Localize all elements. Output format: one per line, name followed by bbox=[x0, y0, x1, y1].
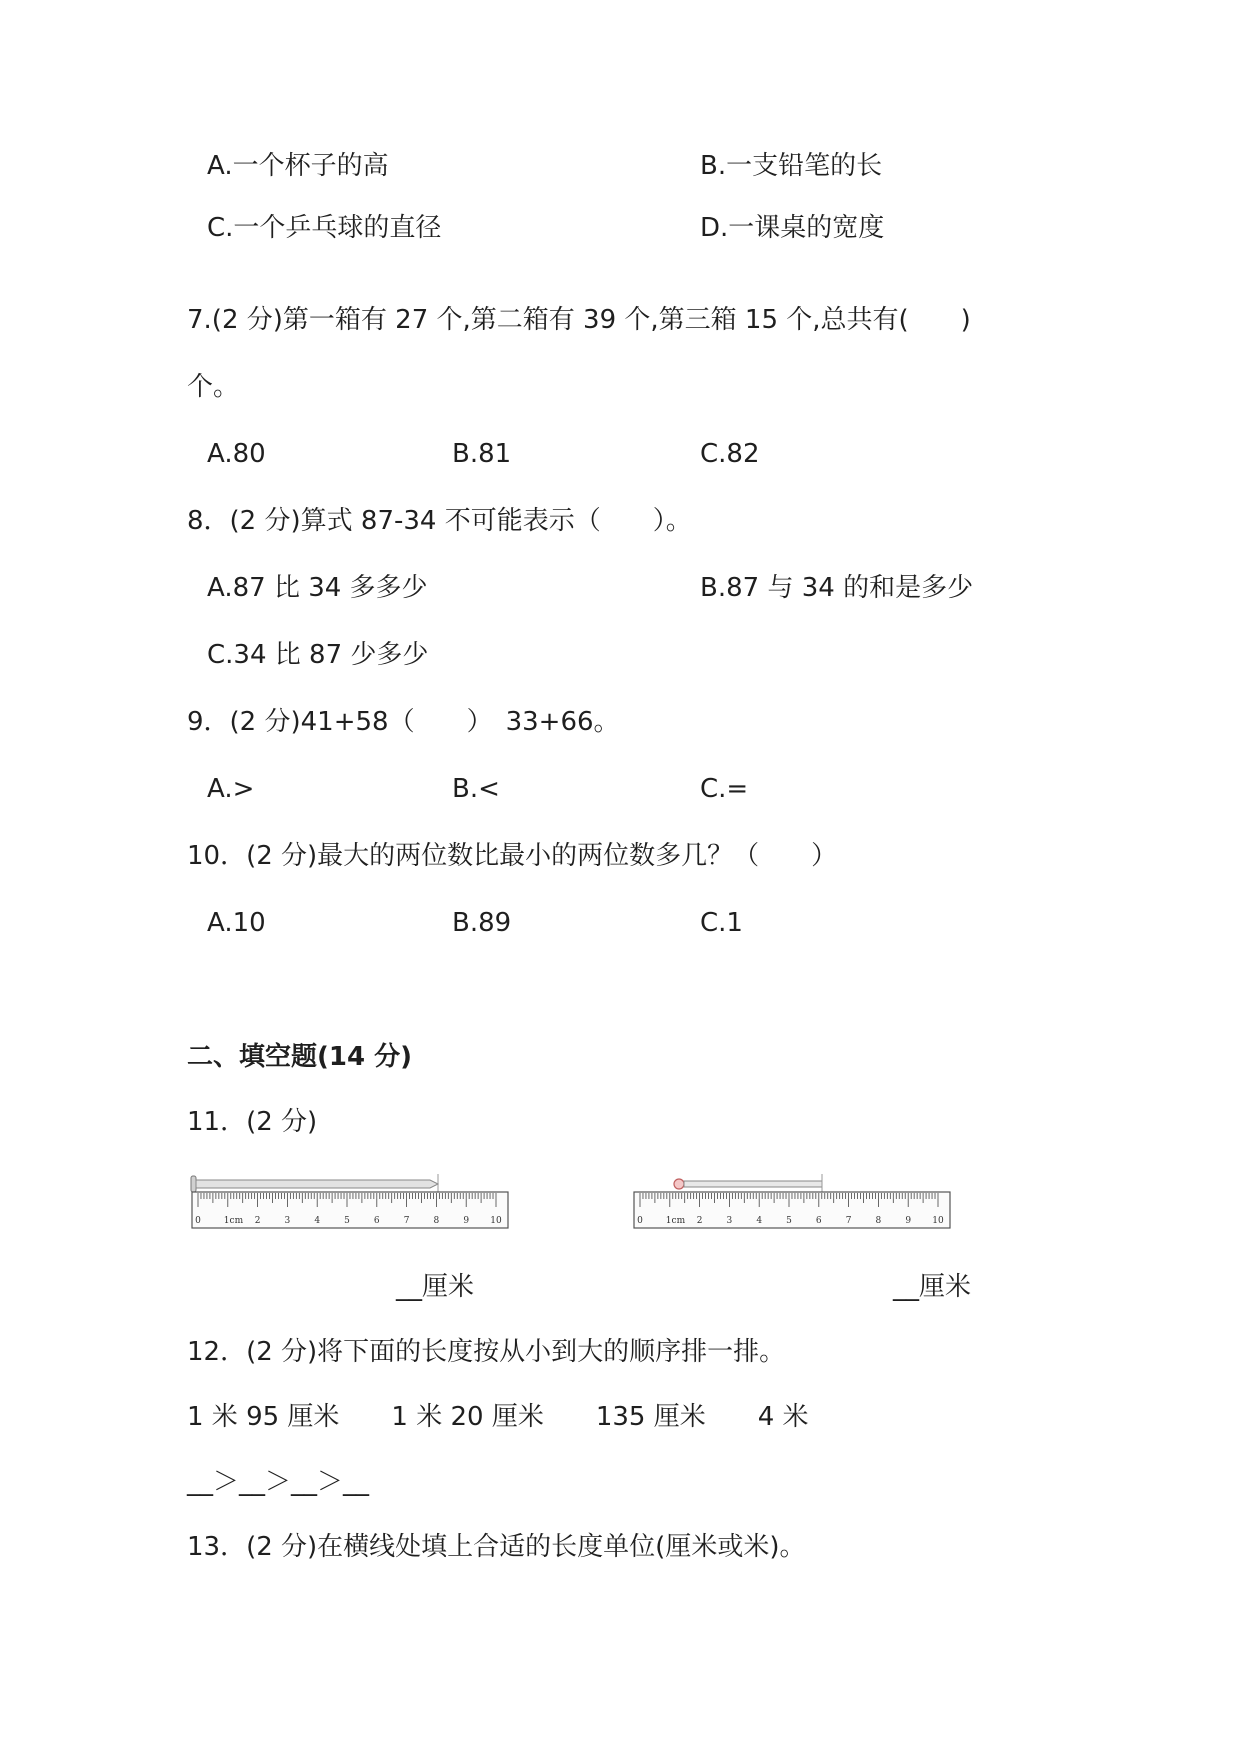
q12-blanks[interactable]: __＞__＞__＞__ bbox=[187, 1467, 370, 1497]
q6-option-a: A.一个杯子的高 bbox=[207, 151, 389, 181]
q9-option-a: A.> bbox=[207, 774, 255, 804]
nail-long bbox=[191, 1174, 438, 1194]
ruler-label: 6 bbox=[815, 1216, 822, 1226]
ruler-label: 5 bbox=[786, 1216, 792, 1226]
q8-option-c: C.34 比 87 少多少 bbox=[207, 640, 429, 670]
section-heading: 二、填空题(14 分) bbox=[187, 1042, 412, 1072]
q11-stem: 11．(2 分) bbox=[187, 1107, 318, 1137]
ruler-label: 3 bbox=[284, 1216, 291, 1226]
q7-stem: 7.(2 分)第一箱有 27 个,第二箱有 39 个,第三箱 15 个,总共有( ) bbox=[187, 305, 971, 335]
q13-stem: 13．(2 分)在横线处填上合适的长度单位(厘米或米)。 bbox=[187, 1532, 806, 1562]
ruler-figure-right bbox=[632, 1168, 954, 1232]
q8-option-a: A.87 比 34 多多少 bbox=[207, 573, 428, 603]
q6-option-c: C.一个乒乓球的直径 bbox=[207, 213, 442, 243]
q10-option-c: C.1 bbox=[700, 908, 743, 938]
q12-stem: 12．(2 分)将下面的长度按从小到大的顺序排一排。 bbox=[187, 1337, 786, 1367]
q6-option-d: D.一课桌的宽度 bbox=[700, 213, 885, 243]
ruler-label: 7 bbox=[403, 1216, 410, 1226]
q9-option-c: C.= bbox=[700, 774, 749, 804]
ruler-label: 10 bbox=[932, 1216, 944, 1226]
q10-stem: 10．(2 分)最大的两位数比最小的两位数多几？（ ） bbox=[187, 841, 838, 871]
q10-option-a: A.10 bbox=[207, 908, 266, 938]
q9-stem: 9．(2 分)41+58（ ） 33+66。 bbox=[187, 707, 620, 737]
ruler-label: 2 bbox=[254, 1216, 261, 1226]
q11-answer-left[interactable]: __厘米 bbox=[396, 1272, 475, 1302]
q11-answer-right[interactable]: __厘米 bbox=[893, 1272, 972, 1302]
ruler-label: 10 bbox=[490, 1216, 502, 1226]
ruler-label: 0 bbox=[637, 1216, 643, 1226]
q7-stem-cont: 个。 bbox=[187, 372, 240, 402]
ruler-label: 1cm bbox=[665, 1216, 686, 1226]
ruler-label: 4 bbox=[756, 1216, 763, 1226]
ruler-label: 4 bbox=[314, 1216, 321, 1226]
q7-option-a: A.80 bbox=[207, 439, 266, 469]
q8-option-b: B.87 与 34 的和是多少 bbox=[700, 573, 974, 603]
ruler-label: 7 bbox=[845, 1216, 852, 1226]
q9-option-b: B.< bbox=[452, 774, 500, 804]
ruler-label: 8 bbox=[433, 1216, 440, 1226]
ruler-label: 6 bbox=[373, 1216, 380, 1226]
ruler-label: 0 bbox=[195, 1216, 201, 1226]
q10-option-b: B.89 bbox=[452, 908, 512, 938]
ruler-figure-left bbox=[190, 1168, 512, 1232]
ruler-label: 9 bbox=[905, 1216, 912, 1226]
ruler-label: 9 bbox=[463, 1216, 470, 1226]
q7-option-c: C.82 bbox=[700, 439, 760, 469]
ruler-label: 8 bbox=[875, 1216, 882, 1226]
ruler-label: 1cm bbox=[223, 1216, 244, 1226]
ruler-label: 5 bbox=[344, 1216, 350, 1226]
q12-items: 1 米 95 厘米 1 米 20 厘米 135 厘米 4 米 bbox=[187, 1402, 809, 1432]
nail-short bbox=[674, 1174, 822, 1194]
ruler-label: 2 bbox=[696, 1216, 703, 1226]
q7-option-b: B.81 bbox=[452, 439, 512, 469]
q8-stem: 8．(2 分)算式 87-34 不可能表示（ ）。 bbox=[187, 506, 692, 536]
ruler-label: 3 bbox=[726, 1216, 733, 1226]
q6-option-b: B.一支铅笔的长 bbox=[700, 151, 883, 181]
